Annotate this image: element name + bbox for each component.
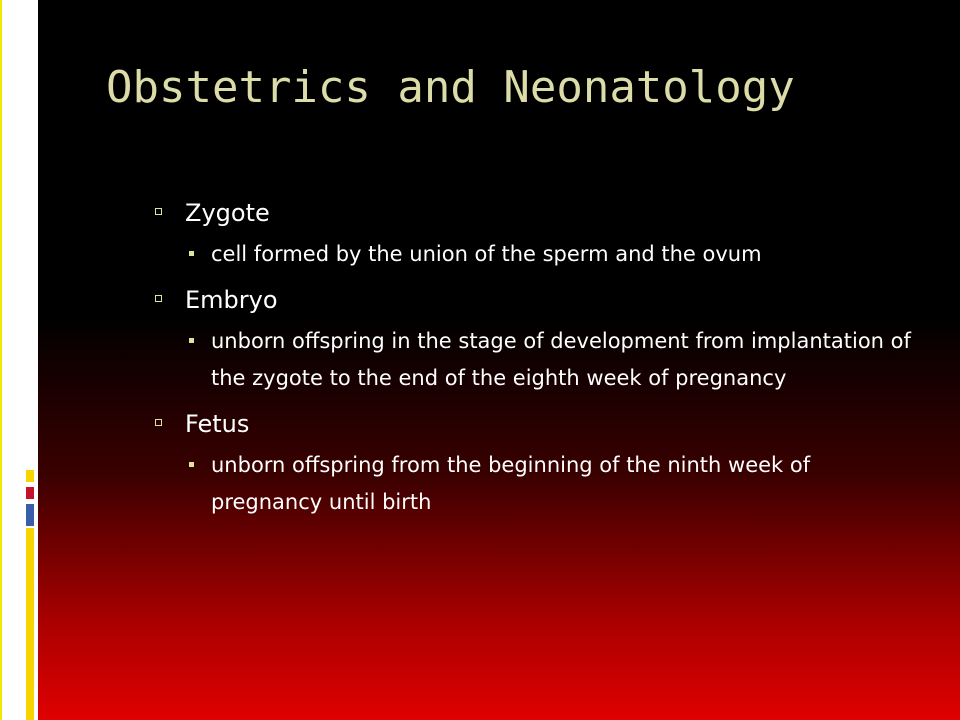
definition-text: unborn offspring from the beginning of the ninth week of pregnancy until birth (211, 453, 811, 514)
square-bullet-icon (189, 338, 194, 343)
definition-item (155, 323, 911, 397)
list-item-zygote (155, 196, 915, 230)
hollow-square-bullet-icon (155, 419, 162, 426)
stripe-red-block (26, 487, 34, 499)
term-label: Zygote (185, 199, 270, 227)
list-item-fetus (155, 407, 915, 441)
definition-text: cell formed by the union of the sperm and the ovum (211, 242, 762, 266)
square-bullet-icon (189, 462, 194, 467)
slide-title: Obstetrics and Neonatology (106, 62, 795, 113)
definition-text: unborn offspring in the stage of development from implantation of the zygote to the end of the eighth week of pregnancy (211, 329, 911, 390)
stripe-yellow-short (26, 470, 34, 482)
definition-item (155, 236, 911, 273)
bullet-list (155, 196, 915, 521)
hollow-square-bullet-icon (155, 208, 162, 215)
stripe-white-edge (34, 0, 38, 720)
stripe-yellow-lower (26, 528, 34, 720)
sidebar-decoration (0, 0, 40, 720)
stripe-gold-block (26, 0, 32, 470)
list-item-embryo (155, 283, 915, 317)
term-label: Fetus (185, 410, 250, 438)
term-label: Embryo (185, 286, 278, 314)
square-bullet-icon (189, 251, 194, 256)
stripe-blue-block (26, 504, 34, 526)
stripe-yellow-1 (0, 0, 2, 720)
stripe-yellow-2 (13, 0, 24, 720)
definition-item (155, 447, 911, 521)
hollow-square-bullet-icon (155, 295, 162, 302)
